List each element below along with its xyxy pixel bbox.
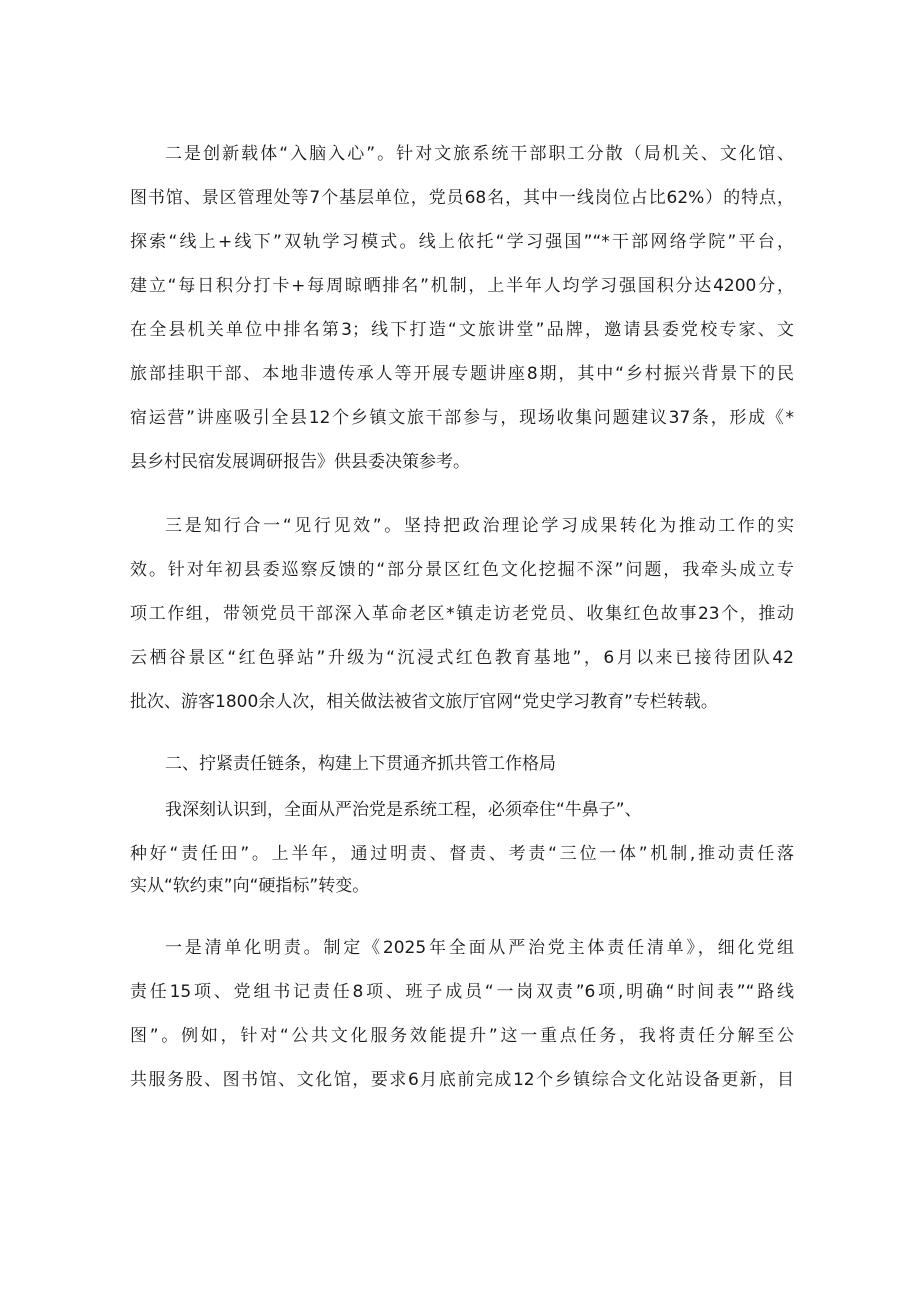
paragraph-1-line-7: 宿运营”讲座吸引全县12个乡镇文旅干部参与，现场收集问题建议37条，形成《* (130, 408, 794, 428)
paragraph-2-line-4: 云栖谷景区“红色驿站”升级为“沉浸式红色教育基地”，6月以来已接待团队42 (130, 648, 794, 668)
paragraph-1-line-2: 图书馆、景区管理处等7个基层单位，党员68名，其中一线岗位占比62%）的特点， (130, 188, 794, 208)
paragraph-1-line-3: 探索“线上+线下”双轨学习模式。线上依托“学习强国”“*干部网络学院”平台， (130, 232, 794, 252)
paragraph-3-line-3: 实从“软约束”向“硬指标”转变。 (130, 876, 370, 896)
paragraph-3-line-1: 我深刻认识到，全面从严治党是系统工程，必须牵住“牛鼻子”、 (165, 800, 642, 820)
paragraph-2-line-3: 项工作组，带领党员干部深入革命老区*镇走访老党员、收集红色故事23个，推动 (130, 604, 794, 624)
paragraph-1-line-8: 县乡村民宿发展调研报告》供县委决策参考。 (130, 452, 470, 472)
paragraph-4-line-3: 图”。例如，针对“公共文化服务效能提升”这一重点任务，我将责任分解至公 (130, 1026, 794, 1046)
section-heading: 二、拧紧责任链条，构建上下贯通齐抓共管工作格局 (165, 754, 556, 774)
paragraph-4-line-4: 共服务股、图书馆、文化馆，要求6月底前完成12个乡镇综合文化站设备更新，目 (130, 1070, 794, 1090)
paragraph-3-line-2: 种好“责任田”。上半年，通过明责、督责、考责“三位一体”机制,推动责任落 (130, 844, 794, 864)
paragraph-4-line-1: 一是清单化明责。制定《2025年全面从严治党主体责任清单》，细化党组 (165, 938, 794, 958)
paragraph-2-line-2: 效。针对年初县委巡察反馈的“部分景区红色文化挖掘不深”问题，我牵头成立专 (130, 560, 794, 580)
paragraph-4-line-2: 责任15项、党组书记责任8项、班子成员“一岗双责”6项,明确“时间表”“路线 (130, 982, 794, 1002)
paragraph-2-line-5: 批次、游客1800余人次，相关做法被省文旅厅官网“党史学习教育”专栏转载。 (130, 692, 718, 712)
paragraph-1-line-6: 旅部挂职干部、本地非遗传承人等开展专题讲座8期，其中“乡村振兴背景下的民 (130, 364, 794, 384)
paragraph-1-line-5: 在全县机关单位中排名第3；线下打造“文旅讲堂”品牌，邀请县委党校专家、文 (130, 320, 794, 340)
paragraph-1-line-1: 二是创新载体“入脑入心”。针对文旅系统干部职工分散（局机关、文化馆、 (165, 144, 794, 164)
paragraph-2-line-1: 三是知行合一“见行见效”。坚持把政治理论学习成果转化为推动工作的实 (165, 516, 794, 536)
paragraph-1-line-4: 建立“每日积分打卡+每周晾晒排名”机制，上半年人均学习强国积分达4200分， (130, 276, 794, 296)
